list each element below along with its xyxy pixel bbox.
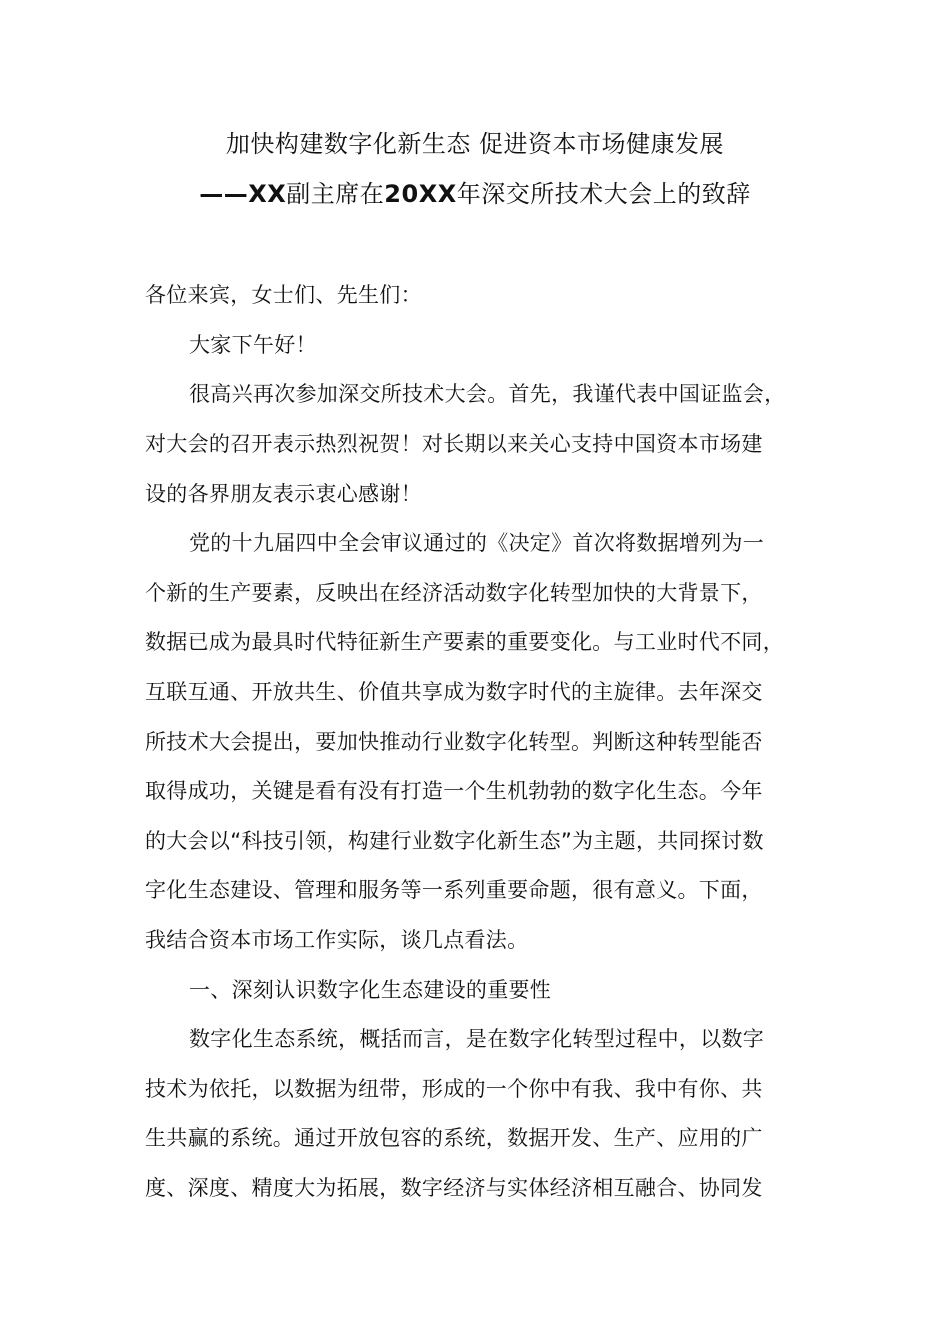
body-line: 设的各界朋友表示衷心感谢！ xyxy=(145,482,422,506)
greeting: 大家下午好！ xyxy=(189,333,317,357)
subtitle-dash: —— xyxy=(199,180,249,208)
body-line: 数字化生态系统，概括而言，是在数字化转型过程中，以数字 xyxy=(189,1027,765,1051)
document-title: 加快构建数字化新生态 促进资本市场健康发展 xyxy=(225,130,725,158)
body-line: 很高兴再次参加深交所技术大会。首先，我谨代表中国证监会， xyxy=(189,382,786,406)
subtitle-mid: 副主席在 xyxy=(286,180,385,208)
body-line: 个新的生产要素，反映出在经济活动数字化转型加快的大背景下， xyxy=(145,581,763,605)
body-line: 党的十九届四中全会审议通过的《决定》首次将数据增列为一 xyxy=(189,531,765,555)
subtitle-end: 年深交所技术大会上的致辞 xyxy=(456,180,751,208)
body-line: 技术为依托，以数据为纽带，形成的一个你中有我、我中有你、共 xyxy=(145,1077,763,1101)
body-line: 度、深度、精度大为拓展，数字经济与实体经济相互融合、协同发 xyxy=(145,1176,763,1200)
body-line: 互联互通、开放共生、价值共享成为数字时代的主旋律。去年深交 xyxy=(145,680,763,704)
body-line: 的大会以“科技引领，构建行业数字化新生态”为主题，共同探讨数 xyxy=(145,829,764,853)
document-subtitle xyxy=(0,178,950,210)
body-line: 我结合资本市场工作实际，谈几点看法。 xyxy=(145,928,529,952)
body-line: 字化生态建设、管理和服务等一系列重要命题，很有意义。下面， xyxy=(145,878,763,902)
body-line: 生共赢的系统。通过开放包容的系统，数据开发、生产、应用的广 xyxy=(145,1126,763,1150)
body-line: 数据已成为最具时代特征新生产要素的重要变化。与工业时代不同， xyxy=(145,630,784,654)
body-line: 对大会的召开表示热烈祝贺！对长期以来关心支持中国资本市场建 xyxy=(145,432,763,456)
section-heading: 一、深刻认识数字化生态建设的重要性 xyxy=(189,978,552,1002)
body-line: 取得成功，关键是看有没有打造一个生机勃勃的数字化生态。今年 xyxy=(145,779,763,803)
salutation: 各位来宾，女士们、先生们： xyxy=(145,283,422,307)
subtitle-xx: XX xyxy=(248,180,287,208)
body-line: 所技术大会提出，要加快推动行业数字化转型。判断这种转型能否 xyxy=(145,730,763,754)
subtitle-year: 20XX xyxy=(384,180,457,208)
